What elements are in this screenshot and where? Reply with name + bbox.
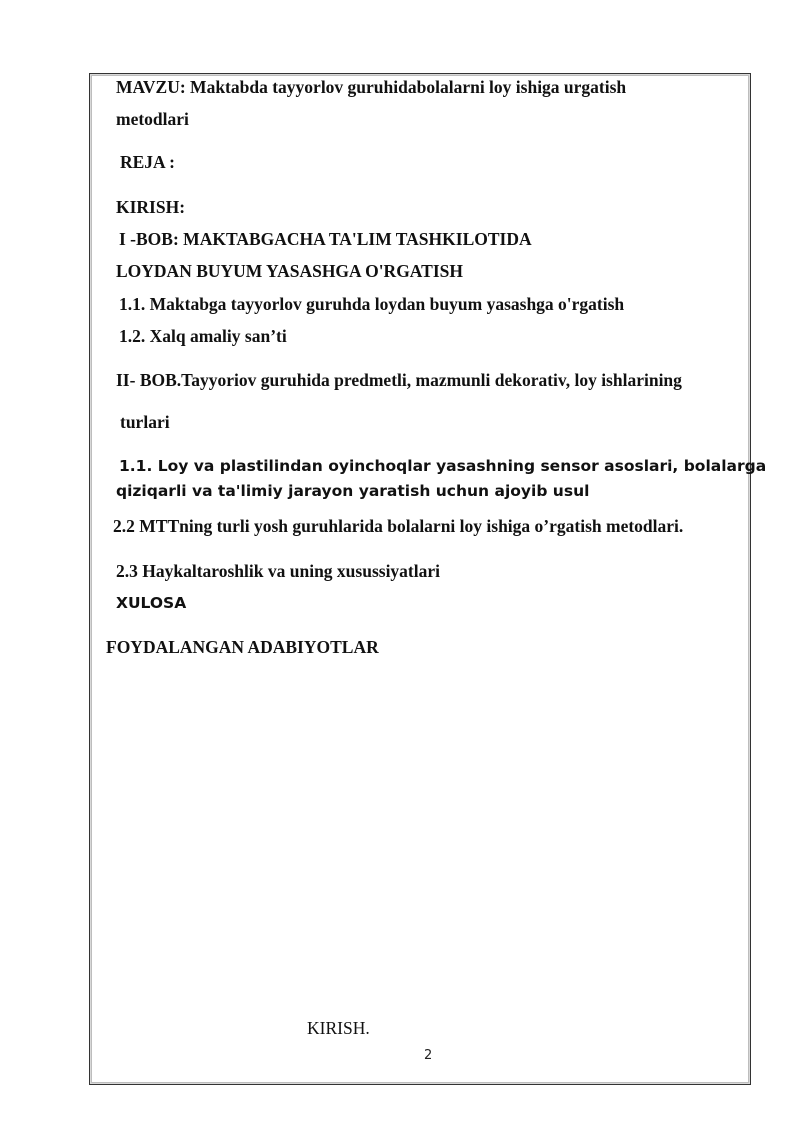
chapter2-title-line-1: II- BOB.Tayyoriov guruhida predmetli, mazmunli dekorativ, loy ishlarining — [116, 370, 682, 390]
section-2-3: 2.3 Haykaltaroshlik va uning xusussiyatlari — [116, 561, 440, 581]
section-2-1-line-2: qiziqarli va ta'limiy jarayon yaratish uchun ajoyib usul — [116, 482, 590, 500]
intro-heading: KIRISH: — [116, 197, 186, 217]
footer-heading: KIRISH. — [307, 1018, 370, 1038]
section-1-1: 1.1. Maktabga tayyorlov guruhda loydan buyum yasashga o'rgatish — [119, 294, 625, 314]
plan-heading: REJA : — [120, 152, 175, 172]
section-2-2: 2.2 MTTning turli yosh guruhlarida bolalarni loy ishiga o’rgatish metodlari. — [113, 516, 684, 536]
chapter1-title-line-1: I -BOB: MAKTABGACHA TA'LIM TASHKILOTIDA — [119, 229, 532, 249]
conclusion-heading: XULOSA — [116, 594, 187, 612]
topic-line-2: metodlari — [116, 109, 189, 129]
page-number: 2 — [424, 1048, 433, 1063]
chapter1-title-line-2: LOYDAN BUYUM YASASHGA O'RGATISH — [116, 261, 463, 281]
section-1-2: 1.2. Xalq amaliy san’ti — [119, 326, 287, 346]
topic-line-1: MAVZU: Maktabda tayyorlov guruhidabolalarni loy ishiga urgatish — [116, 77, 627, 97]
section-2-1-line-1: 1.1. Loy va plastilindan oyinchoqlar yasashning sensor asoslari, bolalarga — [119, 457, 767, 475]
references-heading: FOYDALANGAN ADABIYOTLAR — [106, 637, 379, 657]
chapter2-title-line-2: turlari — [120, 412, 170, 432]
